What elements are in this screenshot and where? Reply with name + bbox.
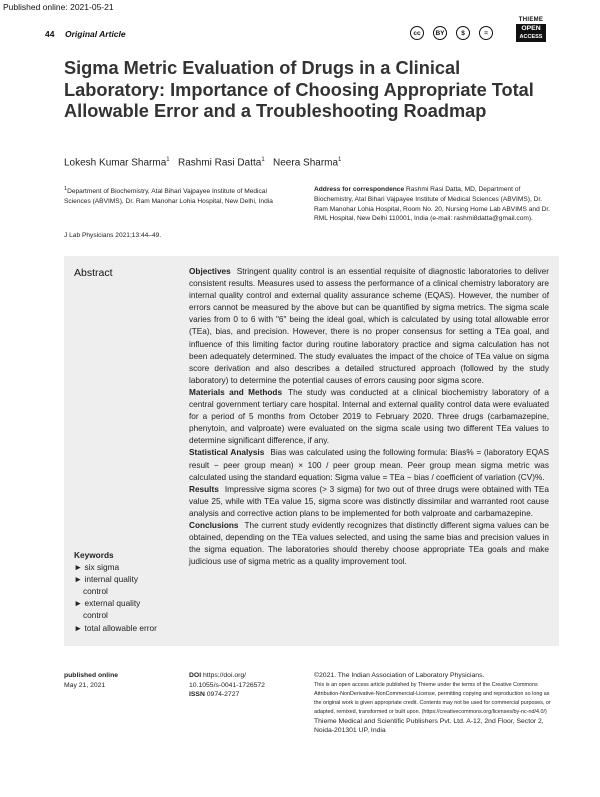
affiliation: $^1$Department of Biochemistry, Atal Bihari Vajpayee Institute of Medical Sciences (ABVIMS), Dr. Ram Manohar Lohia Hospital, New Delhi, India <box>64 186 273 205</box>
doi-link[interactable]: https://doi.org/ <box>202 672 247 679</box>
footer-published: published online May 21, 2021 <box>64 672 118 689</box>
abstract-results: Results Impressive sigma scores (> 3 sigma) for two out of three drugs were obtained with TEa value 25, while with TEa value 15, sigma score was distinctly dissimilar and warranted root cause analysis and corrective action plans to be implemented for both valproate and carbamazepine. <box>189 484 549 518</box>
nd-icon: = <box>479 26 493 40</box>
license-text: This is an open access article published by Thieme under the terms of the Creative Commons Attribution-NonDerivative-NonCommercial-License, permitting copying and reproduction so long as the original work is given appropriate credit. Contents may not be used for commercial purposes, or adapted, remixed, transformed or built upon. (https://creativecommons.org/licenses/by-nc-nd/4.0/) <box>314 681 551 715</box>
thieme-open-access-logo: THIEME OPEN ACCESS <box>516 17 546 42</box>
author-name: Neera Sharma <box>273 157 339 169</box>
keywords-heading: Keywords <box>74 550 114 560</box>
correspondence-address: Address for correspondence Rashmi Rasi Datta, MD, Department of Biochemistry, Atal Bihari Vajpayee Institute of Medical Sciences (ABVIMS), Dr. Ram Manohar Lohia Hospital, Room No. 20, Nursing Home Lab ABVIMS and Dr. RML Hospital, New Delhi 110001, India (e-mail: rashmi8datta@gmail.com). <box>314 186 551 223</box>
citation: J Lab Physicians 2021;13:44–49. <box>64 232 162 239</box>
keyword-item: ► six sigma <box>74 562 120 573</box>
keyword-item: ► total allowable error <box>74 622 157 633</box>
by-icon: BY <box>433 26 447 40</box>
published-stamp: Published online: 2021-05-21 <box>3 2 114 12</box>
page-number: 44 <box>45 29 55 39</box>
abstract-statistics: Statistical Analysis Bias was calculated using the following formula: Bias% = (laboratory EQAS result − peer group mean) × 100 / peer group mean. Peer group mean sigma metric was calculated using the standard equation: Sigma value = TEa − bias / coefficient of variation (CV)%. <box>189 448 549 482</box>
abstract-conclusions: Conclusions The current study evidently recognizes that distinctly different sigma values can be obtained, depending on the TEa values selected, and using the same bias and precision values in the sigma equation. The laboratories should thereby choose appropriate TEa goals and make judicious use of sigma metric as a quality improvement tool. <box>189 520 549 567</box>
cc-icon: cc <box>410 26 424 40</box>
footer-copyright: ©2021. The Indian Association of Laboratory Physicians. This is an open access article published by Thieme under the terms of the Creative Commons Attribution-NonDerivative-NonCommercial-License, permitting copying and reproduction so long as the original work is given appropriate credit. Contents may not be used for commercial purposes, or adapted, remixed, transformed or built upon. (https://creativecommons.org/licenses/by-nc-nd/4.0/) Thieme Medical and Scientific Publishers Pvt. Ltd. A-12, 2nd Floor, Sector 2, Noida-201301 UP, India <box>314 671 554 736</box>
footer-doi: DOI https://doi.org/ 10.1055/s-0041-1726572 ISSN 0974-2727 <box>189 672 265 699</box>
author-list: Lokesh Kumar Sharma$^1$ Rashmi Rasi Datta$^1$ Neera Sharma$^1$ <box>64 157 342 169</box>
abstract-objectives: Objectives Stringent quality control is an essential requisite of diagnostic laboratories to deliver consistent results. Measures used to assess the performance of a clinical chemistry laboratory are internal quality control and external quality assurance scheme (EQAS). However, the number of errors cannot be measured by the above but can be quantified by sigma metrics. The sigma scale varies from 0 to 6 with "6" being the ideal goal, which is calculated by using total allowable error (TEa), bias, and precision. However, there is no proper consensus for setting a TEa goal, and influence of this limiting factor during routine laboratory practice and sigma calculation has not been adequately determined. The study evaluates the impact of the choice of TEa value on sigma score derivation and also describes a detailed structured approach (followed by the study laboratory) to determine the potential causes of errors causing poor sigma score. <box>189 267 549 385</box>
publisher-address: Thieme Medical and Scientific Publishers Pvt. Ltd. A-12, 2nd Floor, Sector 2, Noida-201301 UP, India <box>314 717 544 735</box>
keyword-item: ► external quality <box>74 598 141 609</box>
keyword-item: ► internal quality <box>74 574 139 585</box>
author-name: Lokesh Kumar Sharma <box>64 157 167 169</box>
section-label: Original Article <box>65 29 126 39</box>
abstract-methods: Materials and Methods The study was conducted at a clinical biochemistry laboratory of a central government tertiary care hospital. Internal and external quality control data were evaluated for a period of 5 months from October 2019 to February 2020. Three drugs (carbamazepine, phenytoin, and valproate) were evaluated on the sigma scale using two different TEa values to determine significant difference, if any. <box>189 387 549 446</box>
keywords-list: Keywords ► six sigma ► internal quality control ► external quality control ► total allowable error <box>74 550 157 633</box>
abstract-heading: Abstract <box>74 267 113 279</box>
article-title: Sigma Metric Evaluation of Drugs in a Clinical Laboratory: Importance of Choosing Appropriate Total Allowable Error and a Troubleshooting Roadmap <box>64 58 534 121</box>
author-name: Rashmi Rasi Datta <box>177 157 262 169</box>
abstract-body <box>189 266 549 568</box>
nc-icon: $ <box>456 26 470 40</box>
